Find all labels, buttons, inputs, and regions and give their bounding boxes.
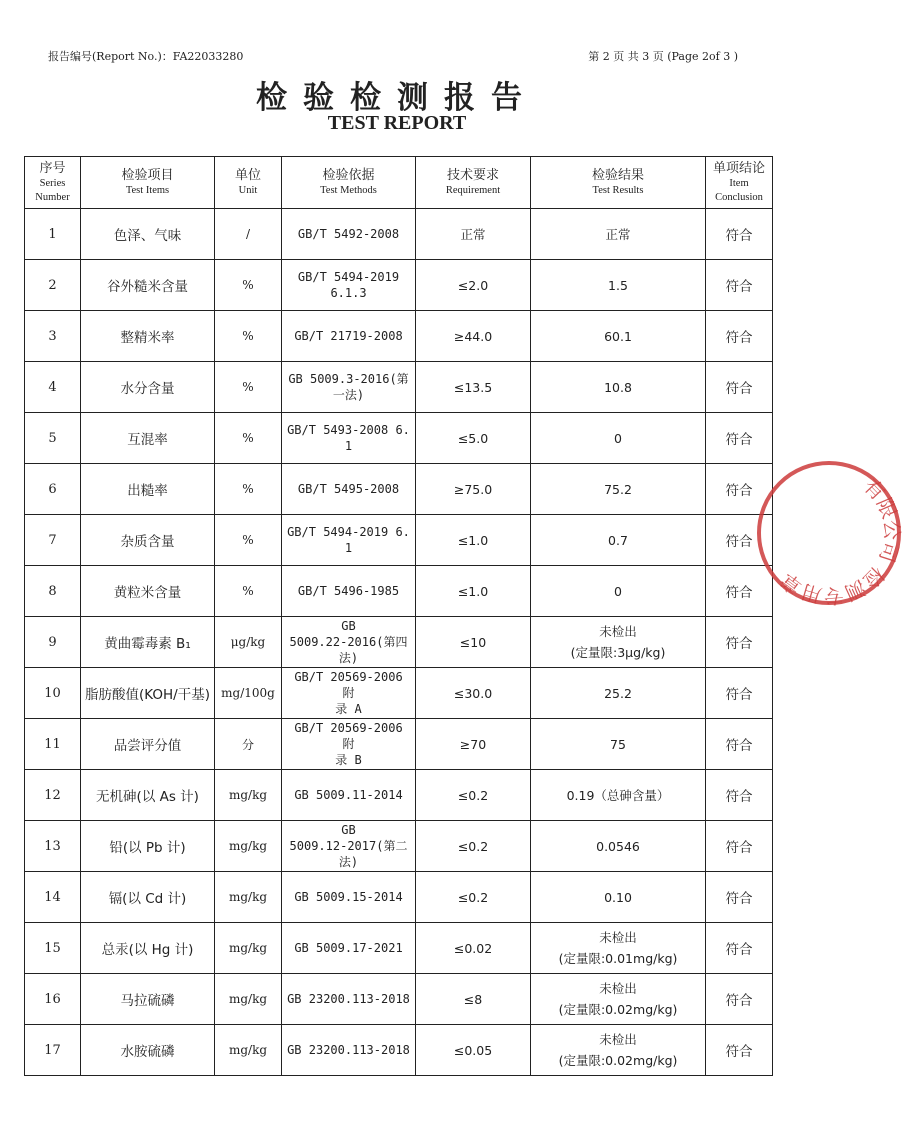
- cell-unit: mg/kg: [215, 923, 282, 974]
- cell-series-number: 7: [25, 515, 81, 566]
- cell-requirement: ≤1.0: [416, 515, 531, 566]
- result-line: (定量限:0.01mg/kg): [558, 951, 678, 966]
- table-row: [25, 770, 773, 821]
- result-line: 0.7: [608, 532, 628, 548]
- cell-test-item: 黄粒米含量: [81, 566, 215, 617]
- cell-conclusion: 符合: [706, 668, 773, 719]
- result-line: (定量限:0.02mg/kg): [558, 1002, 678, 1017]
- cell-conclusion: 符合: [706, 413, 773, 464]
- result-line: 1.5: [608, 277, 628, 293]
- method-line: 法): [338, 651, 359, 665]
- method-line: 5009.22-2016(第四: [289, 635, 408, 649]
- cell-conclusion: 符合: [706, 209, 773, 260]
- table-row: [25, 974, 773, 1025]
- col-header-test-methods: 检验依据 Test Methods: [282, 157, 416, 209]
- cell-unit: μg/kg: [215, 617, 282, 668]
- cell-unit: %: [215, 566, 282, 617]
- table-row: [25, 668, 773, 719]
- method-line: GB/T 5494-2019 6.1: [287, 525, 410, 555]
- cell-unit: %: [215, 260, 282, 311]
- cell-test-result: [531, 1025, 706, 1076]
- result-line: 0.19（总砷含量）: [566, 787, 670, 803]
- method-line: GB 5009.17-2021: [294, 941, 403, 955]
- cell-requirement: ≤2.0: [416, 260, 531, 311]
- cell-series-number: 17: [25, 1025, 81, 1076]
- cell-test-item: 整精米率: [81, 311, 215, 362]
- table-row: [25, 464, 773, 515]
- method-line: 一法): [332, 388, 365, 402]
- cell-conclusion: 符合: [706, 362, 773, 413]
- svg-text:有限公司 检测专用章: [776, 474, 904, 608]
- cell-series-number: 13: [25, 821, 81, 872]
- cell-test-item: 黄曲霉毒素 B₁: [81, 617, 215, 668]
- cell-requirement: ≥75.0: [416, 464, 531, 515]
- result-line: 未检出: [599, 624, 637, 639]
- cell-test-item: 无机砷(以 As 计): [81, 770, 215, 821]
- cell-conclusion: 符合: [706, 260, 773, 311]
- cell-requirement: ≥70: [416, 719, 531, 770]
- cell-test-method: [282, 1025, 416, 1076]
- cell-unit: %: [215, 515, 282, 566]
- cell-unit: 分: [215, 719, 282, 770]
- cell-test-result: [531, 311, 706, 362]
- cell-series-number: 12: [25, 770, 81, 821]
- result-line: 未检出: [599, 1032, 637, 1047]
- page-indicator: 第 2 页 共 3 页 (Page 2of 3 ): [588, 50, 738, 63]
- cell-test-item: 品尝评分值: [81, 719, 215, 770]
- method-line: GB 5009.3-2016(第: [288, 372, 409, 386]
- cell-requirement: ≤30.0: [416, 668, 531, 719]
- table-row: [25, 872, 773, 923]
- cell-test-result: [531, 260, 706, 311]
- method-line: GB/T 20569-2006 附: [294, 670, 403, 700]
- method-line: GB/T 5495-2008: [297, 482, 400, 496]
- method-line: 5009.12-2017(第二: [289, 839, 408, 853]
- cell-conclusion: 符合: [706, 770, 773, 821]
- cell-test-item: 铅(以 Pb 计): [81, 821, 215, 872]
- cell-test-item: 脂肪酸值(KOH/干基): [81, 668, 215, 719]
- cell-requirement: ≤0.2: [416, 872, 531, 923]
- table-row: [25, 362, 773, 413]
- method-line: 录 A: [335, 702, 362, 716]
- result-line: 未检出: [599, 981, 637, 996]
- cell-test-method: [282, 464, 416, 515]
- cell-unit: mg/kg: [215, 872, 282, 923]
- table-row: [25, 719, 773, 770]
- method-line: GB/T 5493-2008 6.1: [287, 423, 410, 453]
- cell-test-item: 水分含量: [81, 362, 215, 413]
- cell-test-method: [282, 362, 416, 413]
- cell-requirement: ≤1.0: [416, 566, 531, 617]
- cell-series-number: 8: [25, 566, 81, 617]
- cell-conclusion: 符合: [706, 311, 773, 362]
- cell-test-item: 出糙率: [81, 464, 215, 515]
- method-line: 法): [338, 855, 359, 869]
- cell-conclusion: 符合: [706, 872, 773, 923]
- cell-series-number: 10: [25, 668, 81, 719]
- col-header-series: 序号 Series Number: [25, 157, 81, 209]
- result-line: 60.1: [604, 328, 632, 344]
- cell-requirement: ≤13.5: [416, 362, 531, 413]
- result-line: 75.2: [604, 481, 632, 497]
- method-line: GB/T 5492-2008: [297, 227, 400, 241]
- cell-test-item: 镉(以 Cd 计): [81, 872, 215, 923]
- table-row: [25, 311, 773, 362]
- cell-test-result: [531, 668, 706, 719]
- result-line: (定量限:0.02mg/kg): [558, 1053, 678, 1068]
- method-line: GB 5009.11-2014: [294, 788, 403, 802]
- cell-conclusion: 符合: [706, 566, 773, 617]
- cell-series-number: 2: [25, 260, 81, 311]
- result-line: 0.10: [604, 889, 632, 905]
- stamp-text: 有限公司 检测专用章: [776, 473, 904, 608]
- cell-test-result: [531, 719, 706, 770]
- cell-test-item: 总汞(以 Hg 计): [81, 923, 215, 974]
- cell-requirement: ≤0.05: [416, 1025, 531, 1076]
- cell-requirement: ≤0.2: [416, 770, 531, 821]
- cell-unit: mg/kg: [215, 821, 282, 872]
- method-line: GB/T 21719-2008: [294, 329, 403, 343]
- cell-requirement: ≤10: [416, 617, 531, 668]
- cell-conclusion: 符合: [706, 1025, 773, 1076]
- report-number: 报告编号(Report No.)：FA22033280: [48, 50, 244, 63]
- cell-unit: mg/kg: [215, 1025, 282, 1076]
- result-line: (定量限:3μg/kg): [570, 645, 666, 660]
- cell-series-number: 3: [25, 311, 81, 362]
- col-header-test-items: 检验项目 Test Items: [81, 157, 215, 209]
- cell-unit: mg/100g: [215, 668, 282, 719]
- result-line: 0: [614, 430, 622, 446]
- method-line: GB: [341, 619, 356, 633]
- method-line: GB 23200.113-2018: [287, 1043, 410, 1057]
- table-row: [25, 515, 773, 566]
- cell-unit: mg/kg: [215, 974, 282, 1025]
- cell-test-item: 水胺硫磷: [81, 1025, 215, 1076]
- method-line: GB/T 5496-1985: [297, 584, 400, 598]
- cell-test-item: 色泽、气味: [81, 209, 215, 260]
- cell-series-number: 5: [25, 413, 81, 464]
- cell-conclusion: 符合: [706, 923, 773, 974]
- cell-test-method: [282, 209, 416, 260]
- method-line: GB 5009.15-2014: [294, 890, 403, 904]
- cell-requirement: ≥44.0: [416, 311, 531, 362]
- cell-test-result: [531, 617, 706, 668]
- cell-conclusion: 符合: [706, 464, 773, 515]
- table-body: [25, 209, 773, 1076]
- table-row: [25, 821, 773, 872]
- table-row: [25, 260, 773, 311]
- cell-requirement: ≤0.2: [416, 821, 531, 872]
- cell-conclusion: 符合: [706, 719, 773, 770]
- cell-unit: %: [215, 362, 282, 413]
- cell-unit: %: [215, 413, 282, 464]
- cell-test-method: [282, 668, 416, 719]
- result-line: 0.0546: [596, 838, 640, 854]
- cell-requirement: 正常: [416, 209, 531, 260]
- cell-test-method: [282, 923, 416, 974]
- cell-unit: %: [215, 464, 282, 515]
- cell-test-result: [531, 209, 706, 260]
- cell-series-number: 16: [25, 974, 81, 1025]
- table-row: [25, 566, 773, 617]
- cell-test-result: [531, 413, 706, 464]
- cell-test-result: [531, 872, 706, 923]
- test-results-table: [24, 156, 773, 1076]
- cell-series-number: 11: [25, 719, 81, 770]
- table-row: [25, 209, 773, 260]
- method-line: GB/T 20569-2006 附: [294, 721, 403, 751]
- cell-test-method: [282, 311, 416, 362]
- official-seal-stamp: [754, 458, 904, 608]
- cell-series-number: 14: [25, 872, 81, 923]
- table-row: [25, 923, 773, 974]
- cell-conclusion: 符合: [706, 821, 773, 872]
- cell-test-result: [531, 515, 706, 566]
- col-header-test-results: 检验结果 Test Results: [531, 157, 706, 209]
- method-line: GB: [341, 823, 356, 837]
- cell-test-method: [282, 770, 416, 821]
- method-line: GB 23200.113-2018: [287, 992, 410, 1006]
- cell-test-method: [282, 872, 416, 923]
- cell-test-result: [531, 464, 706, 515]
- result-line: 0: [614, 583, 622, 599]
- result-line: 10.8: [604, 379, 632, 395]
- cell-test-item: 谷外糙米含量: [81, 260, 215, 311]
- report-title-en: TEST REPORT: [327, 112, 467, 134]
- cell-series-number: 9: [25, 617, 81, 668]
- result-line: 25.2: [604, 685, 632, 701]
- cell-conclusion: 符合: [706, 617, 773, 668]
- col-header-unit: 单位 Unit: [215, 157, 282, 209]
- cell-test-method: [282, 413, 416, 464]
- method-line: 6.1.3: [330, 286, 367, 300]
- cell-test-method: [282, 260, 416, 311]
- cell-test-result: [531, 821, 706, 872]
- cell-test-result: [531, 974, 706, 1025]
- cell-test-method: [282, 617, 416, 668]
- cell-test-method: [282, 974, 416, 1025]
- cell-test-item: 互混率: [81, 413, 215, 464]
- result-line: 正常: [605, 226, 631, 242]
- cell-conclusion: 符合: [706, 974, 773, 1025]
- cell-requirement: ≤5.0: [416, 413, 531, 464]
- cell-test-result: [531, 362, 706, 413]
- cell-test-result: [531, 566, 706, 617]
- col-header-conclusion: 单项结论 Item Conclusion: [706, 157, 773, 209]
- cell-test-result: [531, 923, 706, 974]
- cell-series-number: 1: [25, 209, 81, 260]
- cell-test-method: [282, 515, 416, 566]
- result-line: 未检出: [599, 930, 637, 945]
- table-row: [25, 1025, 773, 1076]
- cell-test-method: [282, 821, 416, 872]
- cell-unit: mg/kg: [215, 770, 282, 821]
- cell-requirement: ≤0.02: [416, 923, 531, 974]
- cell-series-number: 4: [25, 362, 81, 413]
- table-row: [25, 617, 773, 668]
- cell-series-number: 6: [25, 464, 81, 515]
- cell-conclusion: 符合: [706, 515, 773, 566]
- cell-unit: /: [215, 209, 282, 260]
- cell-test-method: [282, 566, 416, 617]
- method-line: 录 B: [335, 753, 362, 767]
- cell-requirement: ≤8: [416, 974, 531, 1025]
- cell-test-item: 杂质含量: [81, 515, 215, 566]
- result-line: 75: [610, 736, 626, 752]
- cell-test-result: [531, 770, 706, 821]
- table-header-row: [25, 157, 773, 209]
- cell-test-method: [282, 719, 416, 770]
- table-row: [25, 413, 773, 464]
- method-line: GB/T 5494-2019: [297, 270, 400, 284]
- cell-unit: %: [215, 311, 282, 362]
- cell-series-number: 15: [25, 923, 81, 974]
- report-title-cn: 检验检测报告: [256, 80, 538, 116]
- col-header-requirement: 技术要求 Requirement: [416, 157, 531, 209]
- cell-test-item: 马拉硫磷: [81, 974, 215, 1025]
